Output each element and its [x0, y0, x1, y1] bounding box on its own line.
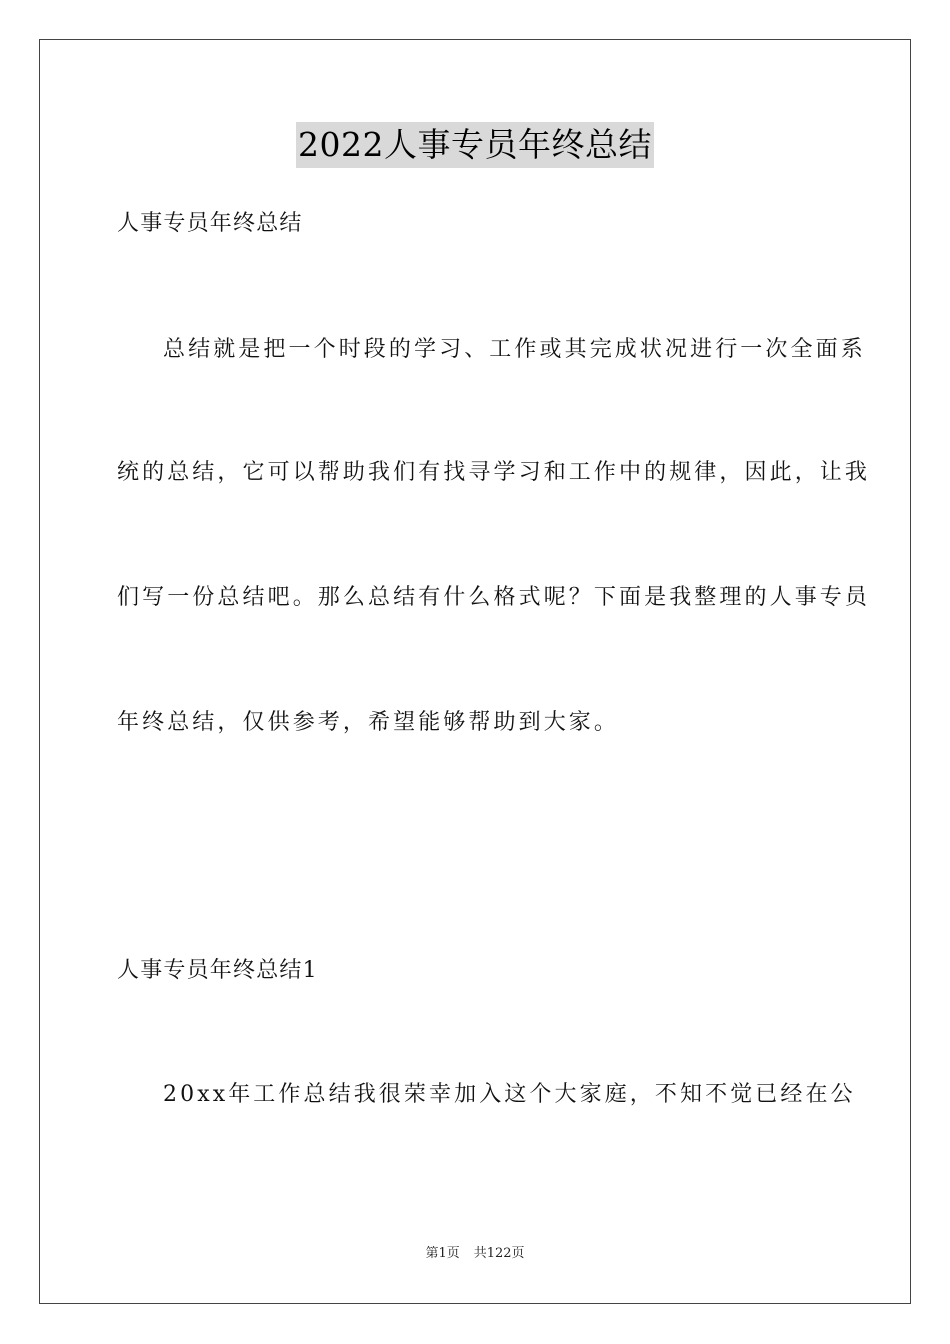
- intro-line-2: 统的总结，它可以帮助我们有找寻学习和工作中的规律，因此，让我: [117, 460, 871, 485]
- page-footer: [0, 1245, 950, 1263]
- intro-line-3: 们写一份总结吧。那么总结有什么格式呢？下面是我整理的人事专员: [117, 585, 871, 610]
- section-line-1: 20xx年工作总结我很荣幸加入这个大家庭，不知不觉已经在公: [163, 1082, 856, 1107]
- page-total: 共122页: [473, 1246, 525, 1261]
- document-title: 2022人事专员年终总结: [296, 122, 654, 168]
- section-heading: 人事专员年终总结1: [117, 958, 318, 983]
- document-subtitle: 人事专员年终总结: [117, 211, 303, 236]
- intro-line-1: 总结就是把一个时段的学习、工作或其完成状况进行一次全面系: [163, 337, 866, 362]
- title-container: [0, 122, 950, 168]
- intro-line-4: 年终总结，仅供参考，希望能够帮助到大家。: [117, 710, 620, 735]
- page-number: 第1页: [425, 1246, 460, 1261]
